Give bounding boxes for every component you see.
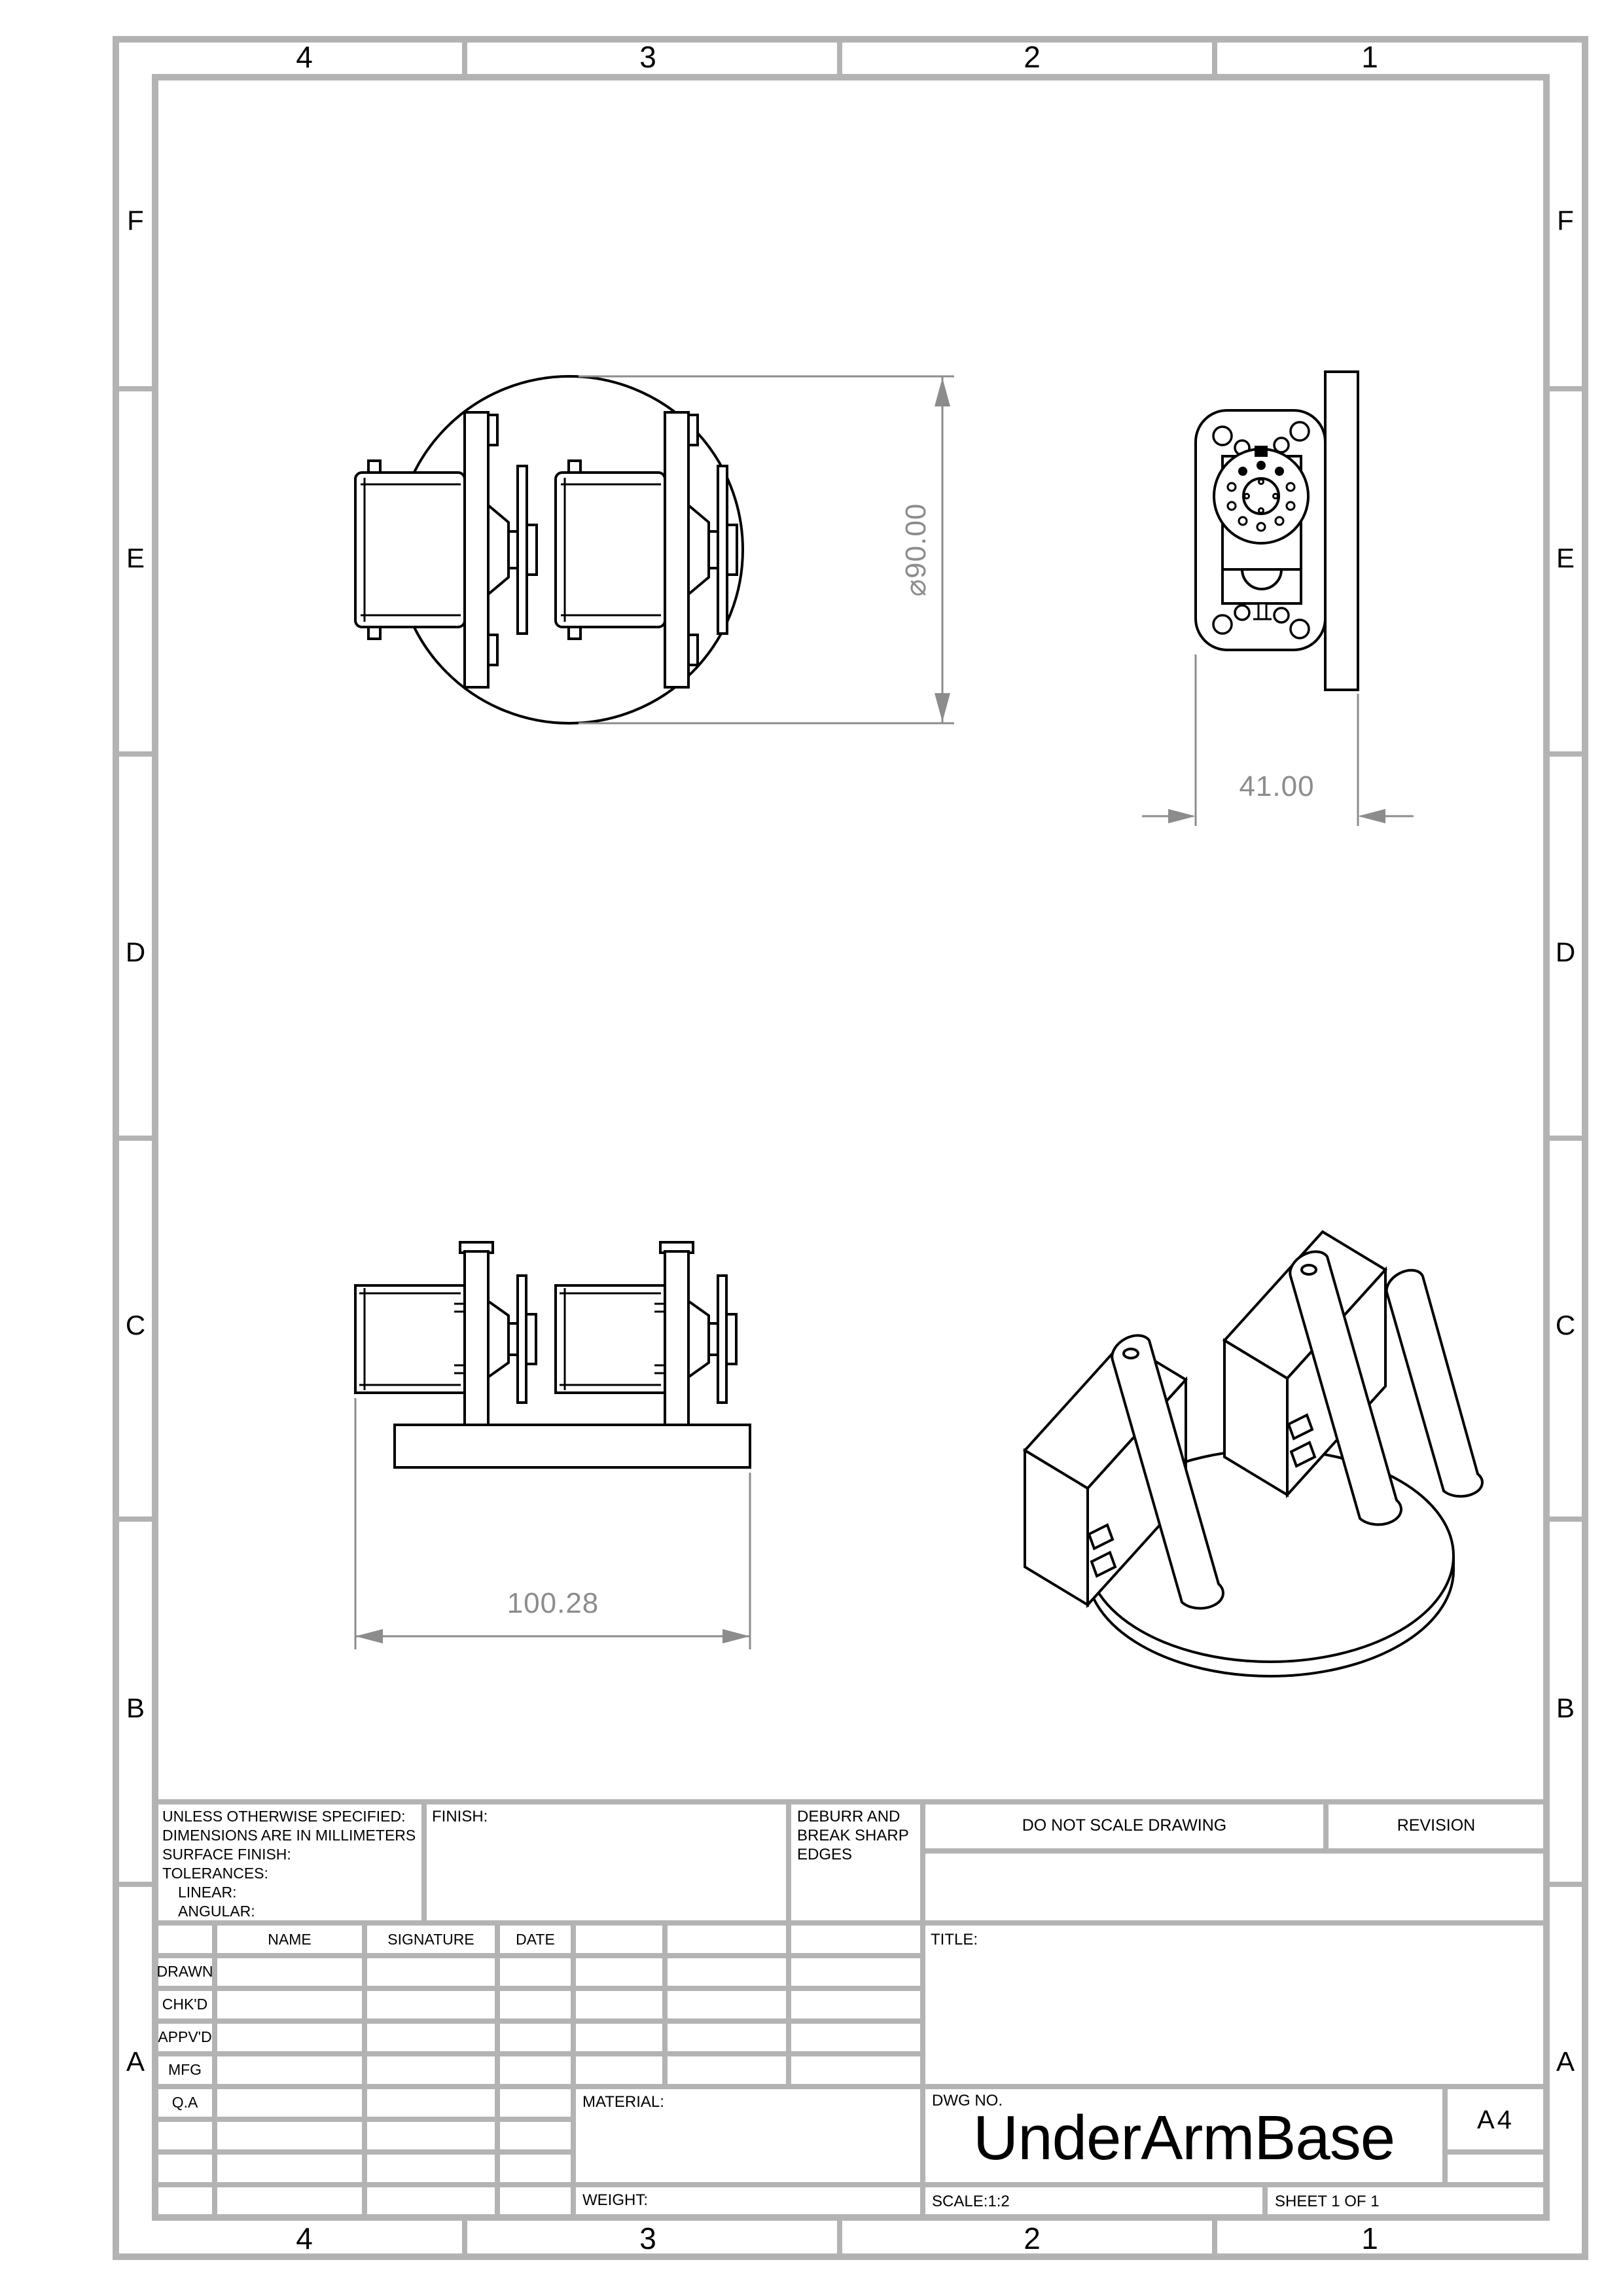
deburr-note-line: DEBURR AND: [797, 1808, 901, 1825]
zone-tick: [462, 2221, 467, 2253]
titleblock-line: [155, 1799, 1546, 1804]
iso-far-bracket: [1387, 1270, 1482, 1496]
titleblock-line: [155, 1986, 923, 1991]
zone-label-right: F: [1557, 205, 1574, 236]
zone-tick: [1550, 1882, 1582, 1887]
zone-tick: [1550, 386, 1582, 391]
front-view-shapes: [355, 1242, 750, 1467]
title-label: TITLE:: [931, 1931, 978, 1948]
signature-column-header: SIGNATURE: [387, 1931, 474, 1948]
zone-label-left: B: [126, 1693, 145, 1723]
servo-top-tab: [1255, 446, 1268, 457]
tolerance-note-line: TOLERANCES:: [162, 1865, 268, 1882]
titleblock-line: [421, 1802, 427, 1923]
zone-tick: [462, 43, 467, 74]
isometric-view-drawing: [1021, 1211, 1544, 1682]
titleblock-line: [923, 1848, 1546, 1854]
dwg-no-label: DWG NO.: [932, 2092, 1003, 2109]
zone-label-bottom: 1: [1361, 2221, 1378, 2255]
weight-label: WEIGHT:: [582, 2191, 648, 2209]
zone-tick: [1212, 2221, 1217, 2253]
iso-right-bracket-hole: [1302, 1265, 1316, 1274]
scale-label: SCALE:1:2: [932, 2193, 1010, 2210]
deburr-note-line: EDGES: [797, 1846, 853, 1863]
row-label-appvd: APPV'D: [158, 2028, 212, 2045]
zone-label-left: F: [127, 205, 144, 236]
titleblock-line: [662, 1923, 668, 2087]
zone-tick: [119, 1136, 152, 1141]
paper-size-label: A4: [1477, 2106, 1514, 2134]
iso-left-bracket-hole: [1124, 1349, 1138, 1358]
finish-label: FINISH:: [432, 1808, 488, 1825]
zone-label-left: C: [125, 1310, 146, 1340]
titleblock-line: [1262, 2185, 1268, 2217]
titleblock-line: [362, 1923, 367, 2217]
titleblock-line: [155, 1953, 923, 1958]
servo-left-top: [355, 412, 537, 687]
zone-label-right: B: [1556, 1693, 1575, 1723]
servo-right-top: [556, 412, 737, 687]
length-dimension-text: 100.28: [507, 1587, 599, 1619]
zone-label-right: E: [1556, 543, 1575, 573]
zone-label-bottom: 2: [1024, 2221, 1041, 2255]
drawing-number: UnderArmBase: [972, 2103, 1395, 2173]
zone-label-right: D: [1555, 937, 1576, 967]
sheet-label: SHEET 1 OF 1: [1275, 2193, 1380, 2210]
zone-tick: [1550, 1136, 1582, 1141]
titleblock-line: [1445, 2149, 1546, 2155]
tolerance-note-line: UNLESS OTHERWISE SPECIFIED:: [162, 1808, 406, 1825]
name-column-header: NAME: [268, 1931, 312, 1948]
tolerance-note-line: DIMENSIONS ARE IN MILLIMETERS: [162, 1827, 416, 1844]
titleblock-line: [155, 2018, 923, 2024]
zone-label-left: E: [126, 543, 145, 573]
zone-label-left: A: [126, 2046, 145, 2077]
revision-label: REVISION: [1397, 1816, 1476, 1835]
zone-label-bottom: 4: [296, 2221, 313, 2255]
titleblock-line: [571, 1923, 576, 2217]
zone-label-top: 1: [1361, 40, 1378, 74]
zone-tick: [119, 1516, 152, 1522]
zone-tick: [119, 751, 152, 757]
tolerance-note-line: ANGULAR:: [178, 1903, 255, 1920]
zone-tick: [119, 1882, 152, 1887]
date-column-header: DATE: [516, 1931, 555, 1948]
material-label: MATERIAL:: [582, 2093, 664, 2111]
zone-tick: [1550, 751, 1582, 757]
top-view-drawing: [340, 347, 982, 753]
row-label-mfg: MFG: [168, 2061, 202, 2078]
tolerance-note-line: SURFACE FINISH:: [162, 1846, 291, 1863]
titleblock-line: [155, 2051, 923, 2056]
deburr-note-line: BREAK SHARP: [797, 1827, 909, 1844]
zone-label-right: C: [1555, 1310, 1576, 1340]
titleblock-line: [786, 1802, 791, 2087]
zone-tick: [1212, 43, 1217, 74]
zone-label-top: 4: [296, 40, 313, 74]
zone-tick: [837, 2221, 842, 2253]
zone-label-bottom: 3: [639, 2221, 656, 2255]
zone-tick: [119, 386, 152, 391]
side-view-drawing: [1126, 360, 1440, 838]
zone-label-left: D: [125, 937, 146, 967]
row-label-drawn: DRAWN: [156, 1963, 213, 1980]
zone-tick: [1550, 1516, 1582, 1522]
titleblock-line: [495, 1923, 500, 2217]
zone-label-top: 2: [1024, 40, 1041, 74]
zone-tick: [837, 43, 842, 74]
zone-label-top: 3: [639, 40, 656, 74]
do-not-scale-label: DO NOT SCALE DRAWING: [1022, 1816, 1227, 1835]
width-dimension-text: 41.00: [1239, 770, 1315, 802]
diameter-dimension-text: ⌀90.00: [900, 503, 932, 597]
width-dimension-arrows: [1168, 809, 1385, 823]
zone-label-right: A: [1556, 2046, 1575, 2077]
row-label-qa: Q.A: [171, 2094, 198, 2111]
row-label-chkd: CHK'D: [162, 1996, 208, 2013]
tolerance-note-line: LINEAR:: [178, 1884, 237, 1901]
